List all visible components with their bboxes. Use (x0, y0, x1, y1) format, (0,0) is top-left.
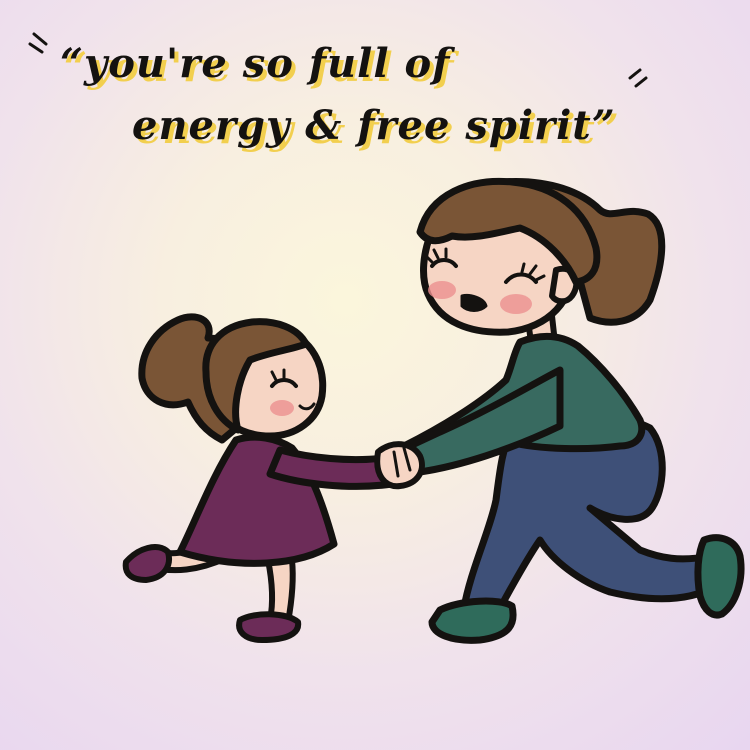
clasped-hands (377, 444, 422, 486)
caption-line-2: energy & free spirit” (132, 102, 616, 149)
mother-blush (428, 281, 456, 299)
girl-back-shoe (126, 547, 169, 580)
girl-blush (270, 400, 294, 416)
girl-figure (126, 317, 422, 640)
caption-line-1: “you're so full of (60, 40, 451, 87)
girl-front-shoe (239, 614, 298, 640)
mother-front-shoe (432, 601, 513, 640)
mother-back-shoe (698, 538, 741, 615)
mother-figure (404, 181, 741, 640)
girl-arm (270, 450, 392, 486)
quote-ticks (30, 34, 646, 86)
